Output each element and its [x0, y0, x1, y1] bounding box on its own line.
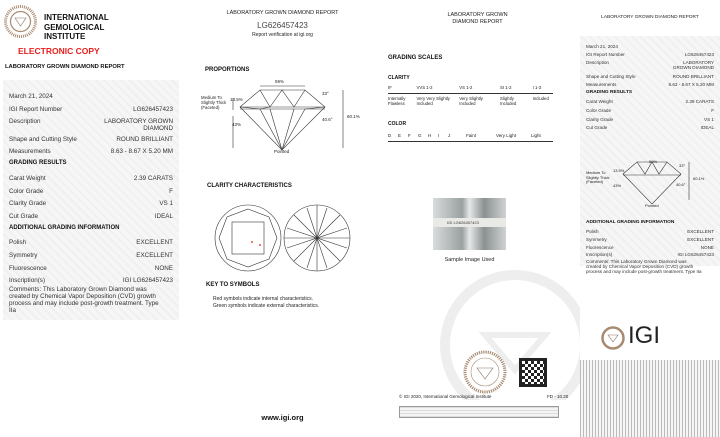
girdle: Medium To Slightly Thick (Faceted)	[201, 95, 227, 110]
igi-seal-icon	[601, 326, 625, 350]
report-number-center: LG626457423	[257, 21, 308, 30]
value: IDEAL	[700, 125, 714, 130]
website-link[interactable]: www.igi.org	[261, 413, 304, 422]
label: Symmetry	[9, 252, 38, 259]
clarity-description: Included	[532, 96, 549, 101]
label: Shape and Cutting Style	[9, 136, 77, 143]
label: Polish	[586, 229, 599, 234]
card-back-rotated-text	[580, 360, 720, 437]
label: Color Grade	[586, 108, 612, 113]
value: VS 1	[704, 117, 714, 122]
color-grade: Very Light	[496, 133, 517, 138]
color-scale	[388, 133, 553, 142]
grading-results-heading: GRADING RESULTS	[9, 160, 67, 166]
report-details	[3, 80, 179, 320]
clarity-description: Very Very Slightly Included	[416, 96, 450, 106]
color-grade: G	[418, 133, 422, 138]
table-percent: 59%	[649, 159, 658, 164]
total-depth: 60.1%	[693, 176, 705, 181]
scales-title	[375, 12, 580, 26]
form-code: FD - 10.20	[547, 394, 569, 399]
clarity-plot-diagram	[212, 200, 352, 280]
title-line: DIAMOND REPORT	[452, 19, 503, 25]
color-grade: I	[438, 133, 440, 138]
cut-grade: IDEAL	[154, 213, 173, 220]
key-heading: KEY TO SYMBOLS	[206, 282, 260, 288]
color-scale-heading: COLOR	[388, 121, 407, 127]
card-panel	[580, 36, 720, 274]
heading: GRADING RESULTS	[586, 90, 633, 95]
total-depth: 60.1%	[347, 114, 360, 119]
color-grade: F	[169, 188, 173, 195]
label: Description	[9, 118, 41, 125]
clarity-description: Very Slightly Included	[459, 96, 483, 106]
label: Cut Grade	[9, 213, 39, 220]
clarity-grade: VS 1	[159, 200, 173, 207]
value: IGI LG626457423	[677, 252, 714, 257]
crown-angle: 33°	[679, 163, 686, 168]
label: Carat Weight	[9, 175, 46, 182]
value: EXCELLENT	[687, 237, 714, 242]
clarity-description: Internally Flawless	[388, 96, 406, 106]
color-grade: Light	[531, 133, 541, 138]
crown-height: 13.5%	[230, 97, 243, 102]
clarity-grade: VVS 1-2	[416, 85, 433, 90]
copyright: © IGI 2020, International Gemological Institute	[399, 394, 492, 399]
pavilion-depth: 43%	[232, 122, 242, 127]
label: Color Grade	[9, 188, 44, 195]
institute-line: INSTITUTE	[44, 32, 86, 41]
label: IGI Report Number	[9, 106, 63, 113]
clarity-grade: I 1-3	[532, 85, 542, 90]
pavilion-depth: 43%	[613, 183, 622, 188]
table-percent: 59%	[275, 79, 285, 84]
institute-line: INTERNATIONAL	[44, 13, 109, 22]
igi-logo: IGI	[628, 322, 661, 349]
igi-seal-icon	[463, 350, 507, 394]
key-external: Green symbols indicate external characteristics.	[213, 303, 320, 309]
comments: Comments: This Laboratory Grown Diamond was created by Chemical Vapor Deposition (CVD) growth process and may include post-growth treatment. Type IIa	[586, 259, 702, 274]
label: Fluorescence	[9, 265, 47, 272]
report-number: LG626457423	[133, 106, 173, 113]
inscription: IGI LG626457423	[122, 277, 173, 284]
proportions-heading: PROPORTIONS	[205, 67, 250, 73]
pavilion-angle: 40.6°	[322, 117, 333, 122]
label: Symmetry	[586, 237, 607, 242]
label: Clarity Grade	[586, 117, 614, 122]
report-date: March 21, 2024	[586, 44, 618, 49]
label: IGI Report Number	[586, 52, 625, 57]
shape: ROUND BRILLIANT	[116, 136, 173, 143]
grading-scales-heading: GRADING SCALES	[388, 55, 443, 61]
value: 2.39 CARATS	[685, 99, 714, 104]
clarity-grade: IF	[388, 85, 392, 90]
report-date: March 21, 2024	[9, 93, 53, 100]
crown-height: 13.5%	[613, 168, 625, 173]
value: LG626457423	[684, 52, 714, 57]
label: Measurements	[586, 82, 617, 87]
value: NONE	[700, 245, 714, 250]
label: Cut Grade	[586, 125, 608, 130]
sample-caption: Sample Image Used	[444, 257, 495, 263]
symmetry: EXCELLENT	[136, 252, 173, 259]
clarity-heading: CLARITY CHARACTERISTICS	[207, 183, 292, 189]
report-title: LABORATORY GROWN DIAMOND REPORT	[226, 10, 339, 16]
color-grade: D	[388, 133, 392, 138]
crown-angle: 33°	[322, 91, 329, 96]
culet: Pointed	[274, 149, 290, 154]
inscription-text: IGI LG626457423	[433, 218, 506, 227]
heading: ADDITIONAL GRADING INFORMATION	[586, 220, 675, 225]
culet: Pointed	[645, 203, 659, 208]
label: Description	[586, 60, 609, 65]
color-grade: E	[398, 133, 402, 138]
value: ROUND BRILLIANT	[672, 74, 714, 79]
label: Clarity Grade	[9, 200, 47, 207]
color-grade: J	[448, 133, 451, 138]
measurements: 8.63 - 8.67 X 5.20 MM	[110, 148, 173, 155]
girdle: Medium To Slightly Thick (Faceted)	[586, 170, 610, 184]
value: 8.63 - 8.67 X 5.20 MM	[668, 82, 714, 87]
carat-weight: 2.39 CARATS	[133, 175, 173, 182]
value: EXCELLENT	[687, 229, 714, 234]
qr-code[interactable]	[519, 358, 547, 387]
color-grade: F	[408, 133, 411, 138]
label: Measurements	[9, 148, 51, 155]
report-type: LABORATORY GROWN DIAMOND REPORT	[5, 64, 125, 70]
label: Shape and Cutting Style	[586, 74, 636, 79]
clarity-grade: VS 1-2	[459, 85, 473, 90]
label: Inscription(s)	[586, 252, 613, 257]
label: Carat Weight	[586, 99, 613, 104]
verification-text: Report verification at igi.org	[252, 32, 313, 38]
institute-name	[44, 13, 109, 42]
label: Polish	[9, 239, 27, 246]
igi-seal-icon	[4, 5, 37, 38]
color-grade: H	[428, 133, 432, 138]
color-grade: Faint	[466, 133, 477, 138]
clarity-description: Slightly Included	[500, 96, 517, 106]
key-internal: Red symbols indicate internal characteristics.	[213, 296, 314, 302]
proportions-diagram	[200, 80, 370, 160]
polish: EXCELLENT	[136, 239, 173, 246]
label: Fluorescence	[586, 245, 614, 250]
label: Inscription(s)	[9, 277, 46, 284]
value: LABORATORY GROWN DIAMOND	[672, 60, 714, 70]
sample-inscription-image	[433, 198, 506, 250]
description: LABORATORY GROWN DIAMOND	[104, 118, 173, 132]
additional-heading: ADDITIONAL GRADING INFORMATION	[9, 225, 120, 231]
fluorescence: NONE	[154, 265, 173, 272]
value: F	[711, 108, 714, 113]
comments: Comments: This Laboratory Grown Diamond was created by Chemical Vapor Deposition (CVD) growth process and may include post-growth treatment. Type IIa	[9, 286, 159, 314]
security-notice-box	[399, 406, 559, 418]
electronic-copy-label: ELECTRONIC COPY	[18, 46, 100, 56]
pavilion-angle: 40.6°	[676, 182, 686, 187]
clarity-scale-heading: CLARITY	[388, 75, 410, 81]
card-title: LABORATORY GROWN DIAMOND REPORT	[601, 15, 699, 20]
title-line: LABORATORY GROWN	[447, 12, 508, 18]
watermark-seal-icon	[440, 270, 580, 400]
institute-line: GEMOLOGICAL	[44, 22, 105, 32]
clarity-grade: SI 1-2	[500, 85, 512, 90]
clarity-scale	[388, 85, 553, 110]
